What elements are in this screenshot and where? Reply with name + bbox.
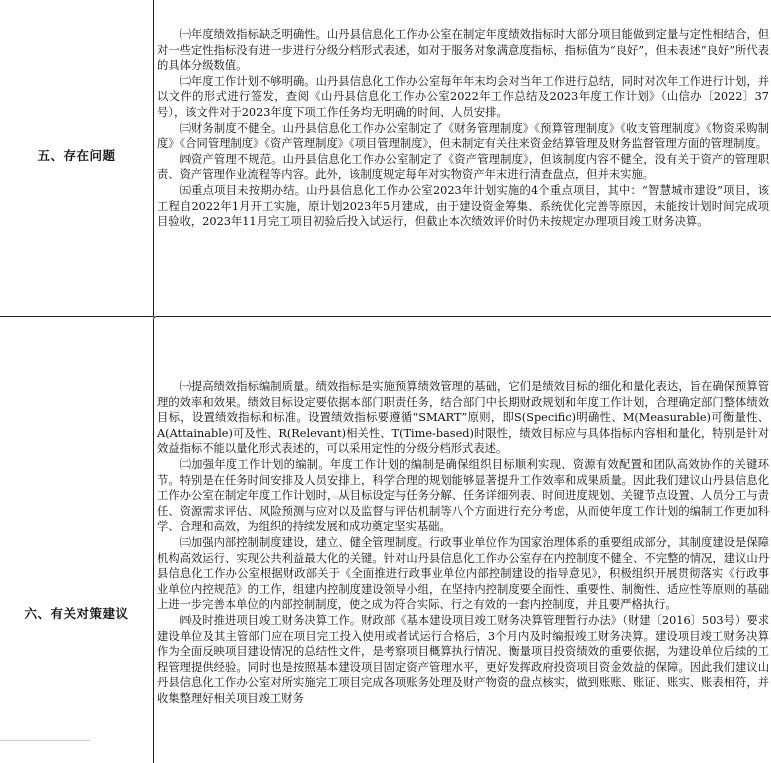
paragraph: ㈡年度工作计划不够明确。山丹县信息化工作办公室每年年末均会对当年工作进行总结，同时对次年工作进行计划，并以文件的形式进行签发，查阅《山丹县信息化工作办公室2022年工作总结及2023年度工作计划》（山信办〔2022〕37号），该文件对于2023年度下项工作任务均无明确的时间、人员安排。 <box>157 74 769 119</box>
paragraph: ㈤重点项目未按期办结。山丹县信息化工作办公室2023年计划实施的4个重点项目，其中：“智慧城市建设”项目，该工程自2022年1月开工实施，原计划2023年5月建成，由于建设资金筹集、系统优化完善等原因，未能按计划时间完成项目验收，2023年11月完工项目初验后投入试运行，但截止本次绩效评价时仍未按规定办理项目竣工财务决算。 <box>157 183 769 229</box>
page-watermark: 3 页 <box>330 464 423 508</box>
cell-marker-icon <box>153 316 157 320</box>
section-5-content <box>157 27 769 230</box>
paragraph: ㈡加强年度工作计划的编制。年度工作计划的编制是确保组织目标顺利实现、资源有效配置和团队高效协作的关键环节。特别是在任务时间安排及人员安排上，科学合理的规划能够显著提升工作效率和成果质量。因此我们建议山丹县信息化工作办公室在制定年度工作计划时，从目标设定与任务分解、任务详细列表、时间进度规划、关键节点设置、人员分工与责任、资源需求评估、风险预测与应对以及监督与评估机制等八个方面进行充分考虑，从而使年度工作计划的编制工作更加科学、合理和高效，为组织的持续发展和成功奠定坚实基础。 <box>157 457 769 534</box>
paragraph: ㈢加强内部控制制度建设，建立、健全管理制度。行政事业单位作为国家治理体系的重要组成部分，其制度建设是保障机构高效运行、实现公共利益最大化的关键。针对山丹县信息化工作办公室存在内控制度不健全、不完整的情况，建议山丹县信息化工作办公室根据财政部关于《全面推进行政事业单位内部控制建设的指导意见》，积极组织开展贯彻落实《行政事业单位内控规范》的工作，组建内控制度建设领导小组，在坚持内控制度要全面性、重要性、制衡性、适应性等原则的基础上进一步完善本单位的内部控制制度，使之成为符合实际、行之有效的一套内控制度，并且要严格执行。 <box>157 535 769 612</box>
row-divider <box>0 316 771 317</box>
section-5-heading: 五、存在问题 <box>37 148 116 163</box>
paragraph: ㈣资产管理不规范。山丹县信息化工作办公室制定了《资产管理制度》，但该制度内容不健全，没有关于资产的管理职责、资产管理作业流程等内容。此外，该制度规定每年对实物资产年末进行清查盘点，但并未实施。 <box>157 152 769 182</box>
paragraph: ㈠提高绩效指标编制质量。绩效指标是实施预算绩效管理的基础，它们是绩效目标的细化和量化表达，旨在确保预算管理的效率和效果。绩效目标设定要依据本部门职责任务，结合部门中长期财政规划和年度工作计划，合理确定部门整体绩效目标，设置绩效指标和标准。设置绩效指标要遵循“SMART”原则，即S(Specific)明确性、M(Measurable)可衡量性、A(Attainable)可及性、R(Relevant)相关性、T(Time-based)时限性，绩效目标应与具体指标内容相和量化，特别是针对效益指标不能以量化形式表述的，可以采用定性的分级分档形式表述。 <box>157 380 769 456</box>
column-divider <box>153 0 154 763</box>
paragraph: ㈢财务制度不健全。山丹县信息化工作办公室制定了《财务管理制度》《预算管理制度》《收支管理制度》《物资采购制度》《合同管理制度》《资产管理制度》《项目管理制度》，但未制定有关往来资金结算管理及财务监督管理方面的管理制度。 <box>157 121 769 151</box>
section-6-heading: 六、有关对策建议 <box>24 606 129 621</box>
paragraph: ㈣及时推进项目竣工财务决算工作。财政部《基本建设项目竣工财务决算管理暂行办法》（财建〔2016〕503号）要求建设单位及其主管部门应在项目完工投入使用或者试运行合格后，3个月内及时编报竣工财务决算。建设项目竣工财务决算作为全面反映项目建设情况的总结性文件，是考察项目概算执行情况、衡量项目投资绩效的重要依据，为建设单位后续的工程管理提供经验。同时也是按照基本建设项目固定资产管理水平，更好发挥政府投资项目资金效益的保障。因此我们建议山丹县信息化工作办公室对所实施完工项目完成各项账务处理及财产物资的盘点核实，做到账账、账证、账实、账表相符，并收集整理好相关项目竣工财务 <box>157 613 769 705</box>
bottom-gridline <box>0 740 90 741</box>
paragraph: ㈠年度绩效指标缺乏明确性。山丹县信息化工作办公室在制定年度绩效指标时大部分项目能做到定量与定性相结合，但对一些定性指标没有进一步进行分级分档形式表述，如对于服务对象满意度指标，指标值为“良好”，但未表述“良好”所代表的具体分级数值。 <box>157 28 769 73</box>
section-6-content <box>157 379 769 706</box>
